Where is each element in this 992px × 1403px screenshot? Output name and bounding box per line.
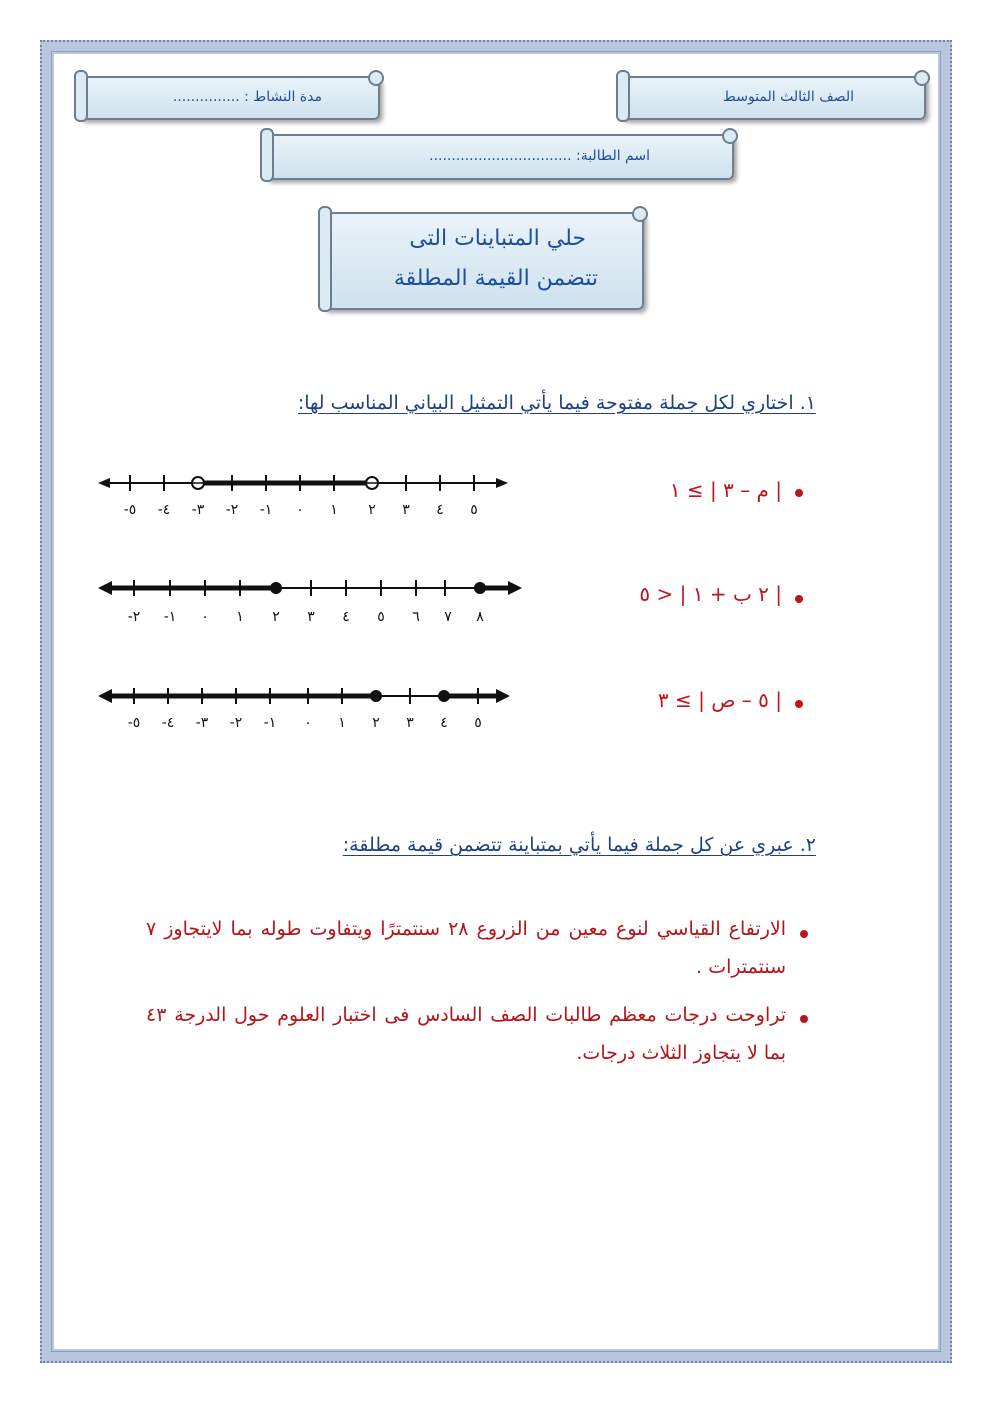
nl1-label: ٣ — [402, 502, 410, 518]
nl1-label: -٤ — [157, 502, 171, 518]
nl3-label: ٤ — [440, 715, 448, 731]
nl3-label: -١ — [263, 715, 277, 731]
title-line-2: تتضمن القيمة المطلقة — [393, 266, 598, 291]
nl3-label: -٥ — [127, 715, 141, 731]
nl1-label: -٢ — [225, 502, 239, 518]
nl3-label: ٠ — [304, 715, 312, 731]
nl2-label: ٨ — [476, 609, 484, 625]
question-2-prompt: ٢. عبري عن كل جملة فيما يأتي بمتباينة تتضمن قيمة مطلقة: — [342, 834, 816, 856]
nl3-label: -٣ — [195, 715, 209, 731]
nl1-label: ١ — [330, 502, 338, 518]
nl1-label: ٠ — [296, 502, 304, 518]
duration-label: مدة النشاط : ............... — [172, 89, 322, 105]
inequality-1: | م – ٣ | ≥ ١ — [669, 478, 782, 502]
student-name-label: اسم الطالبة: ................................ — [429, 148, 650, 164]
inequality-2: | ٢ ب + ١ | < ٥ — [639, 582, 782, 606]
nl1-label: -٥ — [123, 502, 137, 518]
bullet-4 — [800, 930, 808, 938]
inequality-3: | ٥ – ص | ≥ ٣ — [657, 688, 782, 712]
nl2-label: ١ — [236, 609, 244, 625]
nl3-label: ٥ — [474, 715, 482, 731]
nl2-label: ٢ — [272, 609, 280, 625]
nl1-label: -٣ — [191, 502, 205, 518]
nl3-label: ٣ — [406, 715, 414, 731]
student-name-box — [264, 134, 734, 180]
nl3-label: ١ — [338, 715, 346, 731]
nl3-label: -٤ — [161, 715, 175, 731]
nl2-label: ٧ — [444, 609, 452, 625]
nl2-label: ٤ — [342, 609, 350, 625]
number-line-3 — [98, 683, 518, 733]
nl3-label: ٢ — [372, 715, 380, 731]
nl2-label: -١ — [163, 609, 177, 625]
nl2-label: ٠ — [201, 609, 209, 625]
nl1-label: ٢ — [368, 502, 376, 518]
nl2-label: -٢ — [127, 609, 141, 625]
number-line-1 — [98, 468, 518, 524]
bullet-2 — [795, 595, 803, 603]
duration-box — [78, 76, 380, 120]
question-1-prompt: ١. اختاري لكل جملة مفتوحة فيما يأتي التمثيل البياني المناسب لها: — [297, 392, 816, 414]
bullet-1 — [795, 489, 803, 497]
nl3-label: -٢ — [229, 715, 243, 731]
nl1-label: ٥ — [470, 502, 478, 518]
grade-label: الصف الثالث المتوسط — [722, 89, 854, 105]
title-line-1: حلي المتباينات التى — [409, 226, 586, 251]
nl2-label: ٣ — [307, 609, 315, 625]
nl1-label: -١ — [259, 502, 273, 518]
bullet-5 — [800, 1015, 808, 1023]
nl1-label: ٤ — [436, 502, 444, 518]
nl2-label: ٥ — [377, 609, 385, 625]
word-problem-2: تراوحت درجات معظم طالبات الصف السادس فى اختبار العلوم حول الدرجة ٤٣ بما لا يتجاوز الثلاث درجات. — [146, 1004, 786, 1064]
worksheet-title — [322, 212, 644, 310]
nl2-label: ٦ — [412, 609, 420, 625]
bullet-3 — [795, 700, 803, 708]
word-problem-1: الارتفاع القياسي لنوع معين من الزروع ٢٨ سنتمترًا ويتفاوت طوله بما لايتجاوز ٧ سنتمترات . — [146, 918, 786, 978]
number-line-2 — [98, 573, 528, 629]
grade-box — [620, 76, 926, 120]
